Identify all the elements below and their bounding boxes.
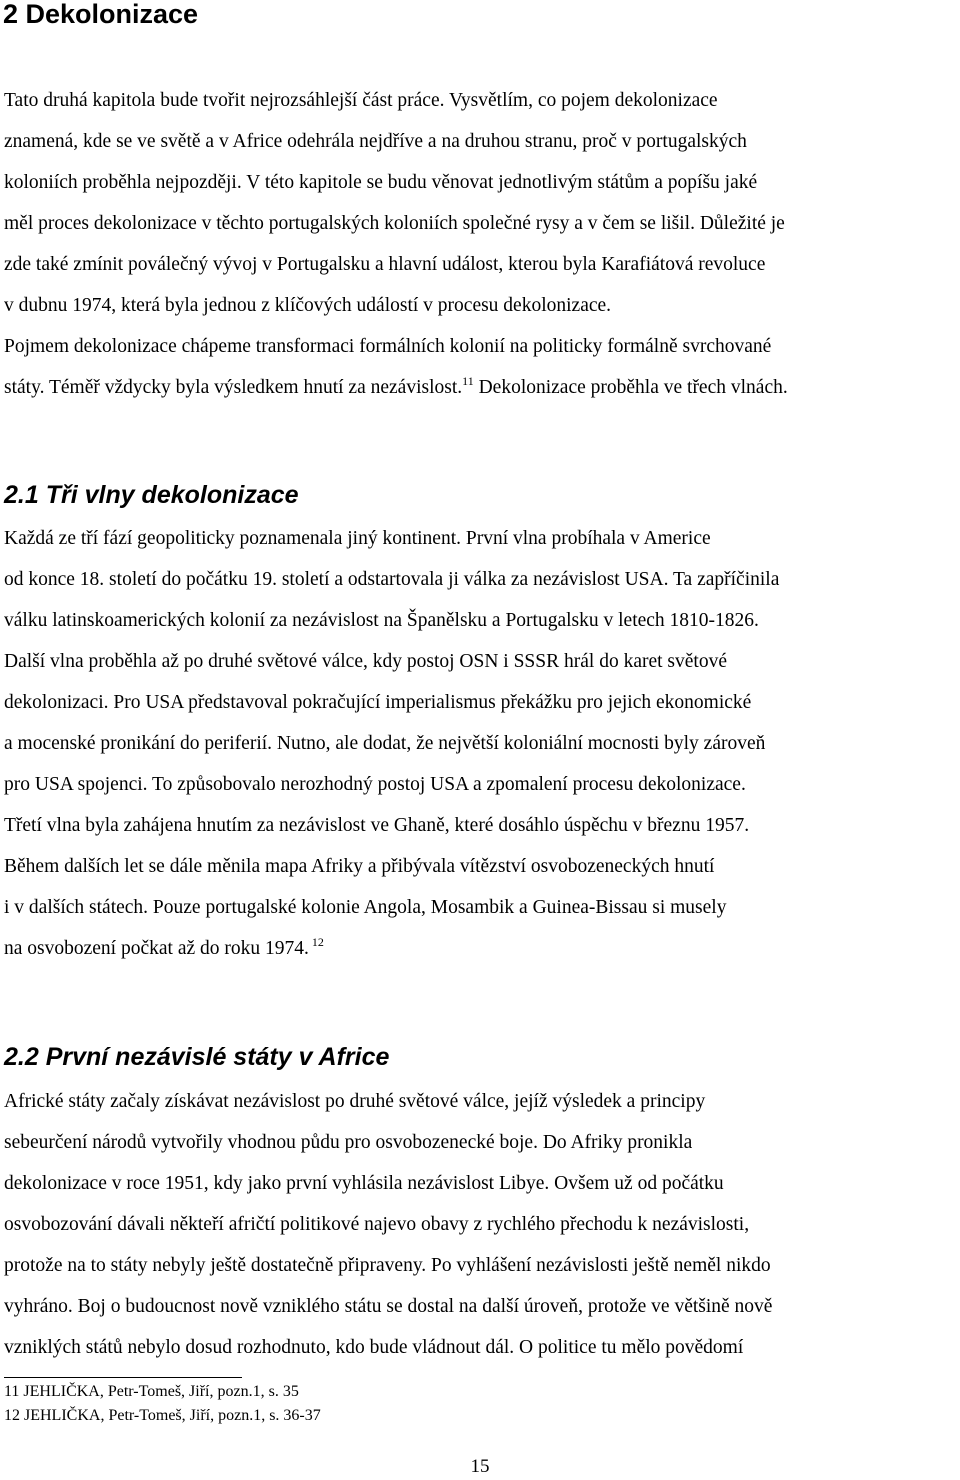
text-line: sebeurčení národů vytvořily vhodnou půdu pro osvobozenecké boje. Do Afriky pronikla: [4, 1132, 693, 1153]
text-line: koloniích proběhla nejpozději. V této kapitole se budu věnovat jednotlivým státům a popíšu jaké: [4, 172, 758, 193]
text-line: Tato druhá kapitola bude tvořit nejrozsáhlejší část práce. Vysvětlím, co pojem dekolonizace: [4, 90, 718, 111]
text-line: zde také zmínit poválečný vývoj v Portugalsku a hlavní událost, kterou byla Karafiátová revoluce: [4, 254, 766, 275]
text-line: protože na to státy nebyly ještě dostatečně připraveny. Po vyhlášení nezávislosti ještě neměl nikdo: [4, 1255, 771, 1276]
text-line: Třetí vlna byla zahájena hnutím za nezávislost ve Ghaně, které dosáhlo úspěchu v březnu 1957.: [4, 815, 750, 836]
footnote-divider: [4, 1377, 242, 1378]
footnote-ref: 12: [308, 935, 324, 949]
intro-paragraph: [4, 80, 956, 408]
section-title-2-1: 2.1 Tři vlny dekolonizace: [4, 481, 299, 509]
footnote-ref: 11: [462, 374, 474, 388]
section-title-2-2: 2.2 První nezávislé státy v Africe: [4, 1043, 390, 1071]
text-line: [4, 928, 956, 969]
text-segment: státy. Téměř vždycky byla výsledkem hnutí za nezávislost.: [4, 377, 463, 398]
text-line: od konce 18. století do počátku 19. století a odstartovala ji válka za nezávislost USA. Ta zapříčinila: [4, 569, 780, 590]
text-line: i v dalších státech. Pouze portugalské kolonie Angola, Mosambik a Guinea-Bissau si musely: [4, 897, 727, 918]
text-line: osvobozování dávali někteří afričtí politikové najevo obavy z rychlého přechodu k nezávislosti,: [4, 1214, 750, 1235]
text-line: pro USA spojenci. To způsobovalo nerozhodný postoj USA a zpomalení procesu dekolonizace.: [4, 774, 746, 795]
footnote-11: 11 JEHLIČKA, Petr-Tomeš, Jiří, pozn.1, s. 35: [4, 1383, 299, 1400]
text-line: v dubnu 1974, která byla jednou z klíčových událostí v procesu dekolonizace.: [4, 295, 612, 316]
text-segment: na osvobození počkat až do roku 1974.: [4, 938, 309, 959]
text-line: vyhráno. Boj o budoucnost nově vzniklého státu se dostal na další úroveň, protože ve většině nově: [4, 1296, 773, 1317]
text-line: válku latinskoamerických kolonií za nezávislost na Španělsku a Portugalsku v letech 1810-1826.: [4, 610, 759, 631]
text-line: dekolonizaci. Pro USA představoval pokračující imperialismus překážku pro jejich ekonomické: [4, 692, 752, 713]
text-line: dekolonizace v roce 1951, kdy jako první vyhlásila nezávislost Libye. Ovšem už od počátku: [4, 1173, 724, 1194]
text-line: Každá ze tří fází geopoliticky poznamenala jiný kontinent. První vlna probíhala v Americe: [4, 528, 711, 549]
text-line: měl proces dekolonizace v těchto portugalských koloniích společné rysy a v čem se lišil. Důležité je: [4, 213, 785, 234]
section-2-2-paragraph: [4, 1081, 956, 1368]
text-line: znamená, kde se ve světě a v Africe odehrála nejdříve a na druhou stranu, proč v portugalských: [4, 131, 747, 152]
text-line: Během dalších let se dále měnila mapa Afriky a přibývala vítězství osvobozeneckých hnutí: [4, 856, 715, 877]
text-line: Pojmem dekolonizace chápeme transformaci formálních kolonií na politicky formálně svrchované: [4, 336, 772, 357]
section-2-1-paragraph: [4, 518, 956, 969]
page-number: 15: [470, 1456, 490, 1477]
text-line: [4, 367, 956, 408]
text-line: Africké státy začaly získávat nezávislost po druhé světové válce, jejíž výsledek a principy: [4, 1091, 706, 1112]
text-line: a mocenské pronikání do periferií. Nutno, ale dodat, že největší koloniální mocnosti byly zároveň: [4, 733, 766, 754]
text-line: vzniklých států nebylo dosud rozhodnuto, kdo bude vládnout dál. O politice tu mělo povědomí: [4, 1337, 744, 1358]
text-segment: Dekolonizace proběhla ve třech vlnách.: [473, 377, 788, 398]
text-line: Další vlna proběhla až po druhé světové válce, kdy postoj OSN i SSSR hrál do karet světové: [4, 651, 727, 672]
footnote-12: 12 JEHLIČKA, Petr-Tomeš, Jiří, pozn.1, s. 36-37: [4, 1407, 321, 1424]
chapter-title: 2 Dekolonizace: [3, 0, 199, 29]
